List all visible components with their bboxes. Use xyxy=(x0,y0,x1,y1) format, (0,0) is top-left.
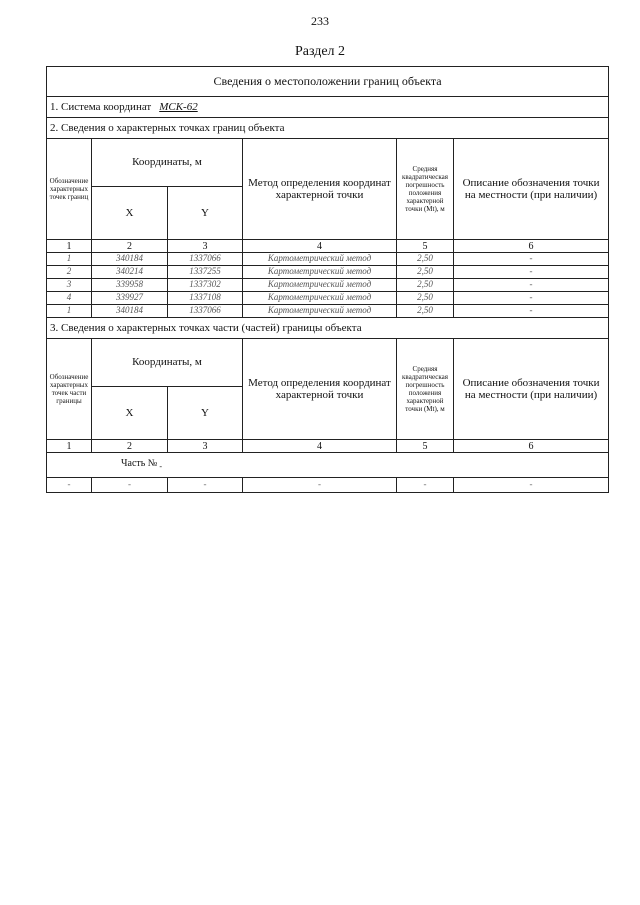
header-designation-part: Обозначение характерных точек части границы xyxy=(47,339,92,440)
header-method: Метод определения координат характерной точки xyxy=(243,139,397,240)
section-title: Раздел 2 xyxy=(294,44,346,59)
part-cell: - xyxy=(243,478,397,493)
header-coordinates: Координаты, м xyxy=(92,139,243,187)
table-row xyxy=(47,478,609,493)
point-method: Картометрический метод xyxy=(243,292,397,305)
part-number-value: - xyxy=(159,462,163,472)
table-row xyxy=(47,305,609,318)
table-row xyxy=(47,279,609,292)
coordinate-system-row xyxy=(47,97,609,118)
point-accuracy: 2,50 xyxy=(397,253,454,266)
point-y: 1337302 xyxy=(168,279,243,292)
point-description: - xyxy=(454,253,609,266)
column-number: 1 xyxy=(47,440,92,453)
coordinate-system-label: 1. Система координат xyxy=(50,100,152,113)
point-id: 3 xyxy=(47,279,92,292)
point-method: Картометрический метод xyxy=(243,253,397,266)
column-number-row xyxy=(47,440,609,453)
table-row xyxy=(47,292,609,305)
column-number: 6 xyxy=(454,240,609,253)
point-y: 1337255 xyxy=(168,266,243,279)
column-number: 3 xyxy=(168,440,243,453)
point-y: 1337108 xyxy=(168,292,243,305)
point-accuracy: 2,50 xyxy=(397,305,454,318)
column-number: 1 xyxy=(47,240,92,253)
header-method: Метод определения координат характерной точки xyxy=(243,339,397,440)
point-id: 1 xyxy=(47,253,92,266)
point-x: 339927 xyxy=(92,292,168,305)
point-description: - xyxy=(454,266,609,279)
column-number: 4 xyxy=(243,240,397,253)
column-number: 2 xyxy=(92,440,168,453)
part-cell: - xyxy=(454,478,609,493)
part-cell: - xyxy=(47,478,92,493)
point-y: 1337066 xyxy=(168,305,243,318)
point-description: - xyxy=(454,305,609,318)
point-method: Картометрический метод xyxy=(243,266,397,279)
point-method: Картометрический метод xyxy=(243,279,397,292)
header-accuracy: Средняя квадратическая погрешность положения характерной точки (Mt), м xyxy=(397,339,454,440)
table-row xyxy=(47,253,609,266)
part-cell: - xyxy=(92,478,168,493)
column-number: 6 xyxy=(454,440,609,453)
part-section-title: 3. Сведения о характерных точках части (частей) границы объекта xyxy=(47,318,609,339)
header-coordinates: Координаты, м xyxy=(92,339,243,387)
header-description: Описание обозначения точки на местности (при наличии) xyxy=(454,139,609,240)
page-number: 233 xyxy=(311,14,329,28)
header-accuracy: Средняя квадратическая погрешность положения характерной точки (Mt), м xyxy=(397,139,454,240)
point-y: 1337066 xyxy=(168,253,243,266)
point-id: 4 xyxy=(47,292,92,305)
point-id: 2 xyxy=(47,266,92,279)
column-number-row xyxy=(47,240,609,253)
part-cell: - xyxy=(168,478,243,493)
table-banner: Сведения о местоположении границ объекта xyxy=(47,67,609,97)
part-number-label: Часть № xyxy=(121,458,158,470)
coordinate-system-value: МСК-62 xyxy=(159,100,198,113)
point-x: 340214 xyxy=(92,266,168,279)
header-description: Описание обозначения точки на местности (при наличии) xyxy=(454,339,609,440)
column-number: 3 xyxy=(168,240,243,253)
points-section-title: 2. Сведения о характерных точках границ объекта xyxy=(47,118,609,139)
point-description: - xyxy=(454,292,609,305)
header-y: Y xyxy=(168,387,243,440)
point-x: 340184 xyxy=(92,253,168,266)
point-method: Картометрический метод xyxy=(243,305,397,318)
header-designation: Обозначение характерных точек границ xyxy=(47,139,92,240)
column-number: 4 xyxy=(243,440,397,453)
point-accuracy: 2,50 xyxy=(397,292,454,305)
header-x: X xyxy=(92,187,168,240)
point-accuracy: 2,50 xyxy=(397,266,454,279)
header-x: X xyxy=(92,387,168,440)
point-description: - xyxy=(454,279,609,292)
point-x: 339958 xyxy=(92,279,168,292)
point-id: 1 xyxy=(47,305,92,318)
column-number: 5 xyxy=(397,240,454,253)
boundary-table xyxy=(46,66,609,493)
part-number-row xyxy=(47,453,609,478)
point-x: 340184 xyxy=(92,305,168,318)
point-accuracy: 2,50 xyxy=(397,279,454,292)
header-y: Y xyxy=(168,187,243,240)
part-cell: - xyxy=(397,478,454,493)
column-number: 5 xyxy=(397,440,454,453)
column-number: 2 xyxy=(92,240,168,253)
table-row xyxy=(47,266,609,279)
